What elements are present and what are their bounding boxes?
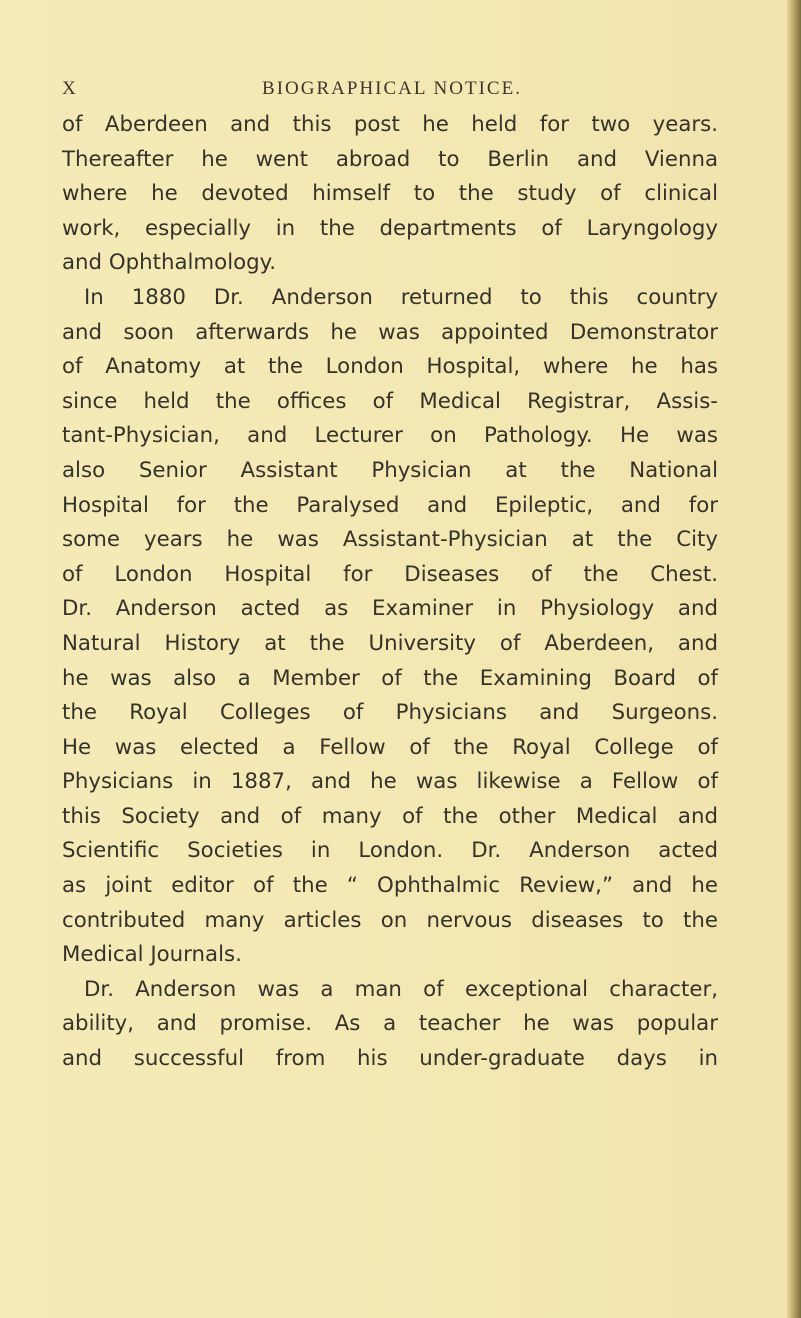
- text-line: and Ophthalmology.: [62, 250, 277, 276]
- text-line: this Society and of many of the other Medical and: [62, 803, 718, 829]
- text-line: work, especially in the departments of Laryngology: [62, 215, 718, 241]
- text-line: and soon afterwards he was appointed Demonstrator: [62, 319, 718, 345]
- text-line: Thereafter he went abroad to Berlin and Vienna: [62, 146, 718, 172]
- text-line: since held the offices of Medical Registrar, Assis-: [62, 388, 718, 414]
- text-line: Scientific Societies in London. Dr. Anderson acted: [62, 838, 718, 864]
- text-line: tant-Physician, and Lecturer on Pathology. He was: [62, 423, 718, 449]
- text-line: Hospital for the Paralysed and Epileptic, and for: [62, 492, 718, 518]
- page-number: X: [62, 78, 78, 99]
- text-line: Natural History at the University of Aberdeen, and: [62, 630, 718, 656]
- running-header: [62, 78, 722, 108]
- text-line: Physicians in 1887, and he was likewise a Fellow of: [62, 769, 718, 795]
- text-line: of Aberdeen and this post he held for two years.: [62, 112, 718, 137]
- text-line: Dr. Anderson was a man of exceptional character,: [84, 976, 718, 1002]
- text-line: as joint editor of the “ Ophthalmic Review,” and he: [62, 873, 718, 899]
- page-edge-shadow: [787, 0, 801, 1318]
- text-line: Dr. Anderson acted as Examiner in Physiology and: [62, 596, 718, 622]
- text-line: he was also a Member of the Examining Board of: [62, 665, 718, 691]
- text-line: some years he was Assistant-Physician at the City: [62, 527, 718, 553]
- text-line: where he devoted himself to the study of clinical: [62, 181, 718, 207]
- text-line: and successful from his under-graduate days in: [62, 1046, 718, 1072]
- text-line: also Senior Assistant Physician at the National: [62, 457, 718, 483]
- text-line: of London Hospital for Diseases of the Chest.: [62, 561, 718, 587]
- text-line: of Anatomy at the London Hospital, where he has: [62, 354, 718, 380]
- text-line: He was elected a Fellow of the Royal College of: [62, 734, 718, 760]
- body-text: [62, 108, 718, 1077]
- text-line: ability, and promise. As a teacher he was popular: [62, 1011, 718, 1037]
- text-line: In 1880 Dr. Anderson returned to this country: [84, 284, 718, 310]
- text-line: Medical Journals.: [62, 942, 242, 968]
- text-line: contributed many articles on nervous diseases to the: [62, 907, 718, 933]
- text-line: the Royal Colleges of Physicians and Surgeons.: [62, 700, 718, 726]
- running-title: BIOGRAPHICAL NOTICE.: [262, 78, 522, 99]
